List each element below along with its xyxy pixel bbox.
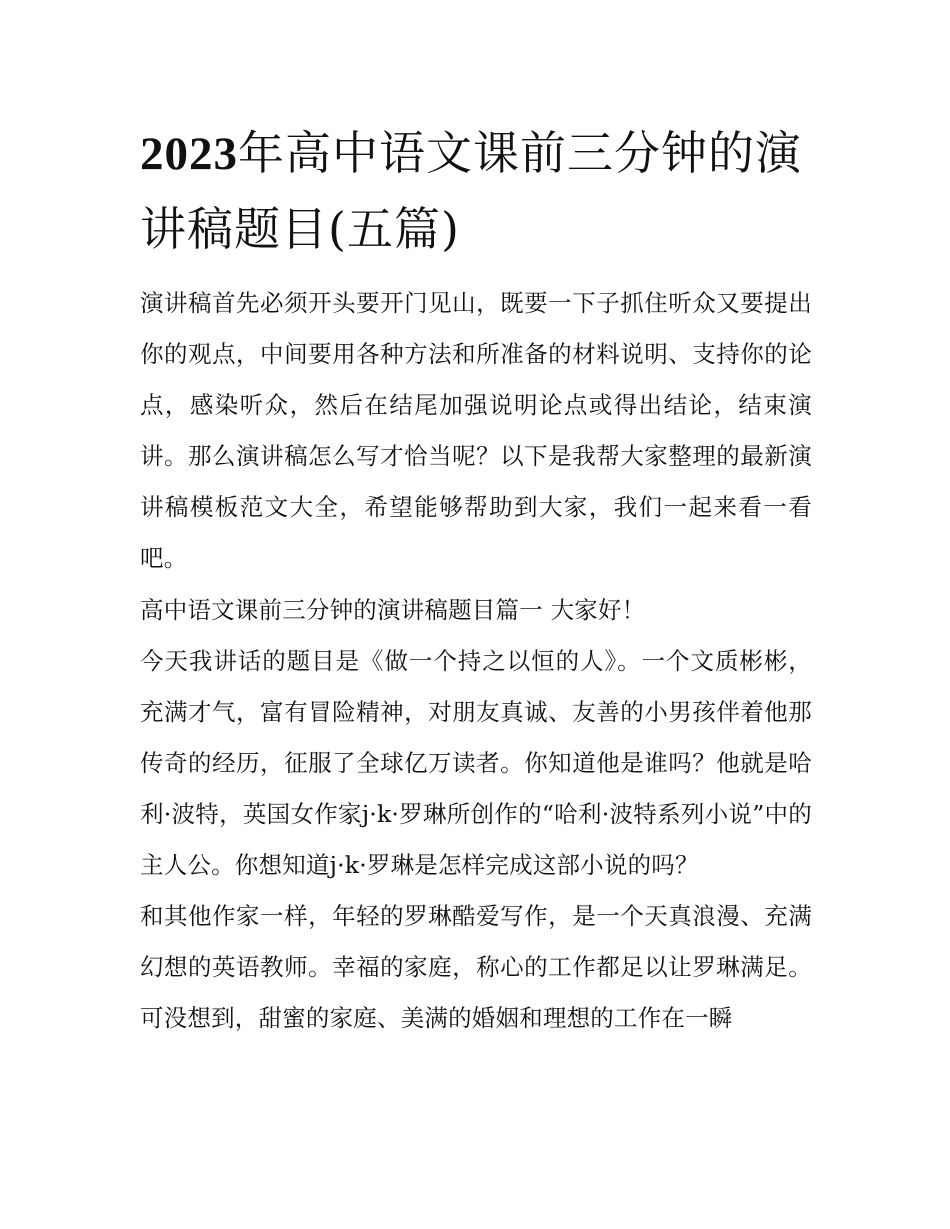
intro-paragraph: 演讲稿首先必须开头要开门见山，既要一下子抓住听众又要提出你的观点，中间要用各种方法和所准备的材料说明、支持你的论点，感染听众，然后在结尾加强说明论点或得出结论，结束演讲。那么演讲稿怎么写才恰当呢？以下是我帮大家整理的最新演讲稿模板范文大全，希望能够帮助到大家，我们一起来看一看吧。 xyxy=(140,289,812,573)
document-title xyxy=(140,116,830,267)
section-heading-paragraph: 高中语文课前三分钟的演讲稿题目篇一 大家好！ xyxy=(140,595,646,624)
body-paragraph: 今天我讲话的题目是《做一个持之以恒的人》。一个文质彬彬，充满才气，富有冒险精神，对朋友真诚、友善的小男孩伴着他那传奇的经历，征服了全球亿万读者。你知道他是谁吗？他就是哈利·波特，英国女作家j·k·罗琳所创作的“哈利·波特系列小说”中的主人公。你想知道j·k·罗琳是怎样完成这部小说的吗？ xyxy=(140,646,812,880)
body-paragraph: 和其他作家一样，年轻的罗琳酷爱写作，是一个天真浪漫、充满幻想的英语教师。幸福的家庭，称心的工作都足以让罗琳满足。可没想到，甜蜜的家庭、美满的婚姻和理想的工作在一瞬 xyxy=(140,902,812,1033)
document-body xyxy=(140,278,812,1044)
title-year: 2023 xyxy=(140,128,238,180)
title-text: 年高中语文课前三分钟的演讲稿题目(五篇) xyxy=(140,126,802,256)
